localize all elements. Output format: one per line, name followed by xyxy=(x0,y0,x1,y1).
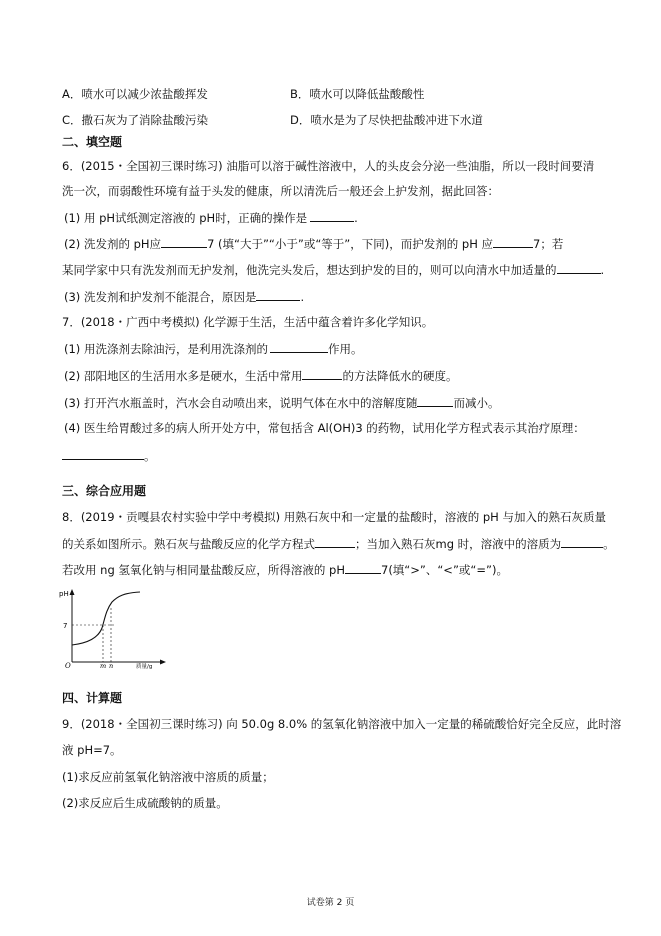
section-title-comprehensive: 三、综合应用题 xyxy=(62,484,147,498)
q9-part1: (1)求反应前氢氧化钠溶液中溶质的质量； xyxy=(62,770,274,784)
answer-blank[interactable] xyxy=(256,288,300,301)
option-a: A．喷水可以减少浓盐酸挥发 xyxy=(62,87,208,101)
q7-part2 xyxy=(64,367,457,384)
q6-part2-end: 7；若 xyxy=(533,237,564,251)
q9-line1: 9．(2018・全国初三课时练习) 向 50.0g 8.0% 的氢氧化钠溶液中加入一定量的稀硫酸恰好完全反应，此时溶 xyxy=(62,717,622,731)
q6-part1 xyxy=(64,209,358,226)
q6-part2-text: (2) 洗发剂的 pH应 xyxy=(64,237,162,251)
section-title-calculation: 四、计算题 xyxy=(62,691,123,705)
q6-part2-cont: 某同学家中只有洗发剂而无护发剂，他洗完头发后，想达到护发的目的，则可以向清水中加适量的 xyxy=(62,263,557,277)
q7-part3 xyxy=(64,394,499,411)
option-d: D．喷水是为了尽快把盐酸冲进下水道 xyxy=(290,113,483,127)
n-tick-label: n xyxy=(109,662,114,670)
q7-part1-end: 作用。 xyxy=(327,342,363,356)
q6-stem-line2: 洗一次，而弱酸性环境有益于头发的健康，所以清洗后一般还会上护发剂，据此回答： xyxy=(62,184,499,198)
answer-blank[interactable] xyxy=(302,367,342,380)
m-tick-label: m xyxy=(100,662,107,670)
answer-blank[interactable] xyxy=(310,209,354,222)
ph7-tick-label: 7 xyxy=(63,622,68,630)
q6-part3-text: (3) 洗发剂和护发剂不能混合，原因是 xyxy=(64,290,257,304)
answer-blank[interactable] xyxy=(557,261,601,274)
q7-part1 xyxy=(64,340,362,357)
q7-part4-end: 。 xyxy=(144,449,156,463)
section-title-fill-blank: 二、填空题 xyxy=(62,135,123,149)
answer-blank[interactable] xyxy=(493,235,533,248)
q6-part2-line2 xyxy=(62,261,604,278)
x-axis-arrow xyxy=(160,660,166,665)
y-axis-label: pH xyxy=(59,590,69,598)
q8-line1: 8．(2019・贡嘎县农村实验中学中考模拟) 用熟石灰中和一定量的盐酸时，溶液的 pH 与加入的熟石灰质量 xyxy=(62,510,606,524)
q7-part4: (4) 医生给胃酸过多的病人所开处方中，常包括含 Al(OH)3 的药物，试用化学方程式表示其治疗原理： xyxy=(64,421,585,435)
answer-blank[interactable] xyxy=(561,535,603,548)
q7-part1-text: (1) 用洗涤剂去除油污，是利用洗涤剂的 xyxy=(64,342,268,356)
q6-part1-text: (1) 用 pH试纸测定溶液的 pH时，正确的操作是 xyxy=(64,211,308,225)
q7-part2-end: 的方法降低水的硬度。 xyxy=(342,369,458,383)
q8-line3-end: 7(填“>”、“<”或“=”)。 xyxy=(381,563,508,577)
q6-part2-line1 xyxy=(64,235,563,252)
q7-stem: 7．(2018・广西中考模拟) 化学源于生活，生活中蕴含着许多化学知识。 xyxy=(62,315,434,329)
answer-blank[interactable] xyxy=(345,561,381,574)
q6-stem-line1: 6．(2015・全国初三课时练习) 油脂可以溶于碱性溶液中，人的头皮会分泌一些油脂，所以一段时间要清 xyxy=(62,159,595,173)
x-axis-label: 质量/g xyxy=(136,664,153,670)
q6-part2-mid: 7 (填“大于”“小于”或“等于”，下同)，而护发剂的 pH 应 xyxy=(207,237,494,251)
q7-part3-end: 而减小。 xyxy=(453,396,500,410)
answer-blank[interactable] xyxy=(417,394,453,407)
q8-line2 xyxy=(62,535,615,552)
answer-blank[interactable] xyxy=(161,235,207,248)
q8-line3-text: 若改用 ng 氢氧化钠与相同量盐酸反应，所得溶液的 pH xyxy=(62,563,345,577)
q9-part2: (2)求反应后生成硫酸钠的质量。 xyxy=(62,796,228,810)
option-c: C．撒石灰为了消除盐酸污染 xyxy=(62,113,209,127)
q6-part1-end: . xyxy=(354,211,358,225)
q9-line2: 液 pH=7。 xyxy=(62,743,122,757)
ph-graph xyxy=(58,588,168,670)
page-footer: 试卷第 2 页 xyxy=(306,898,355,908)
q6-part3 xyxy=(64,288,304,305)
option-b: B．喷水可以降低盐酸酸性 xyxy=(290,87,425,101)
q7-part2-text: (2) 邵阳地区的生活用水多是硬水，生活中常用 xyxy=(64,369,303,383)
q8-line2-text: 的关系如图所示。熟石灰与盐酸反应的化学方程式 xyxy=(62,537,315,551)
q8-line3 xyxy=(62,561,508,578)
ph-curve xyxy=(72,592,140,645)
q6-part3-end: . xyxy=(300,290,305,304)
answer-blank[interactable] xyxy=(270,340,328,353)
q7-part3-text: (3) 打开汽水瓶盖时，汽水会自动喷出来，说明气体在水中的溶解度随 xyxy=(64,396,418,410)
y-axis-arrow xyxy=(70,589,75,595)
origin-label: O xyxy=(65,662,71,670)
q8-line2-mid: ；当加入熟石灰mg 时，溶液中的溶质为 xyxy=(355,537,562,551)
q6-part2-period: . xyxy=(600,263,605,277)
q8-line2-end: 。 xyxy=(603,537,615,551)
q7-part4-answer-line xyxy=(62,447,156,464)
answer-blank[interactable] xyxy=(62,447,144,460)
answer-blank[interactable] xyxy=(315,535,355,548)
